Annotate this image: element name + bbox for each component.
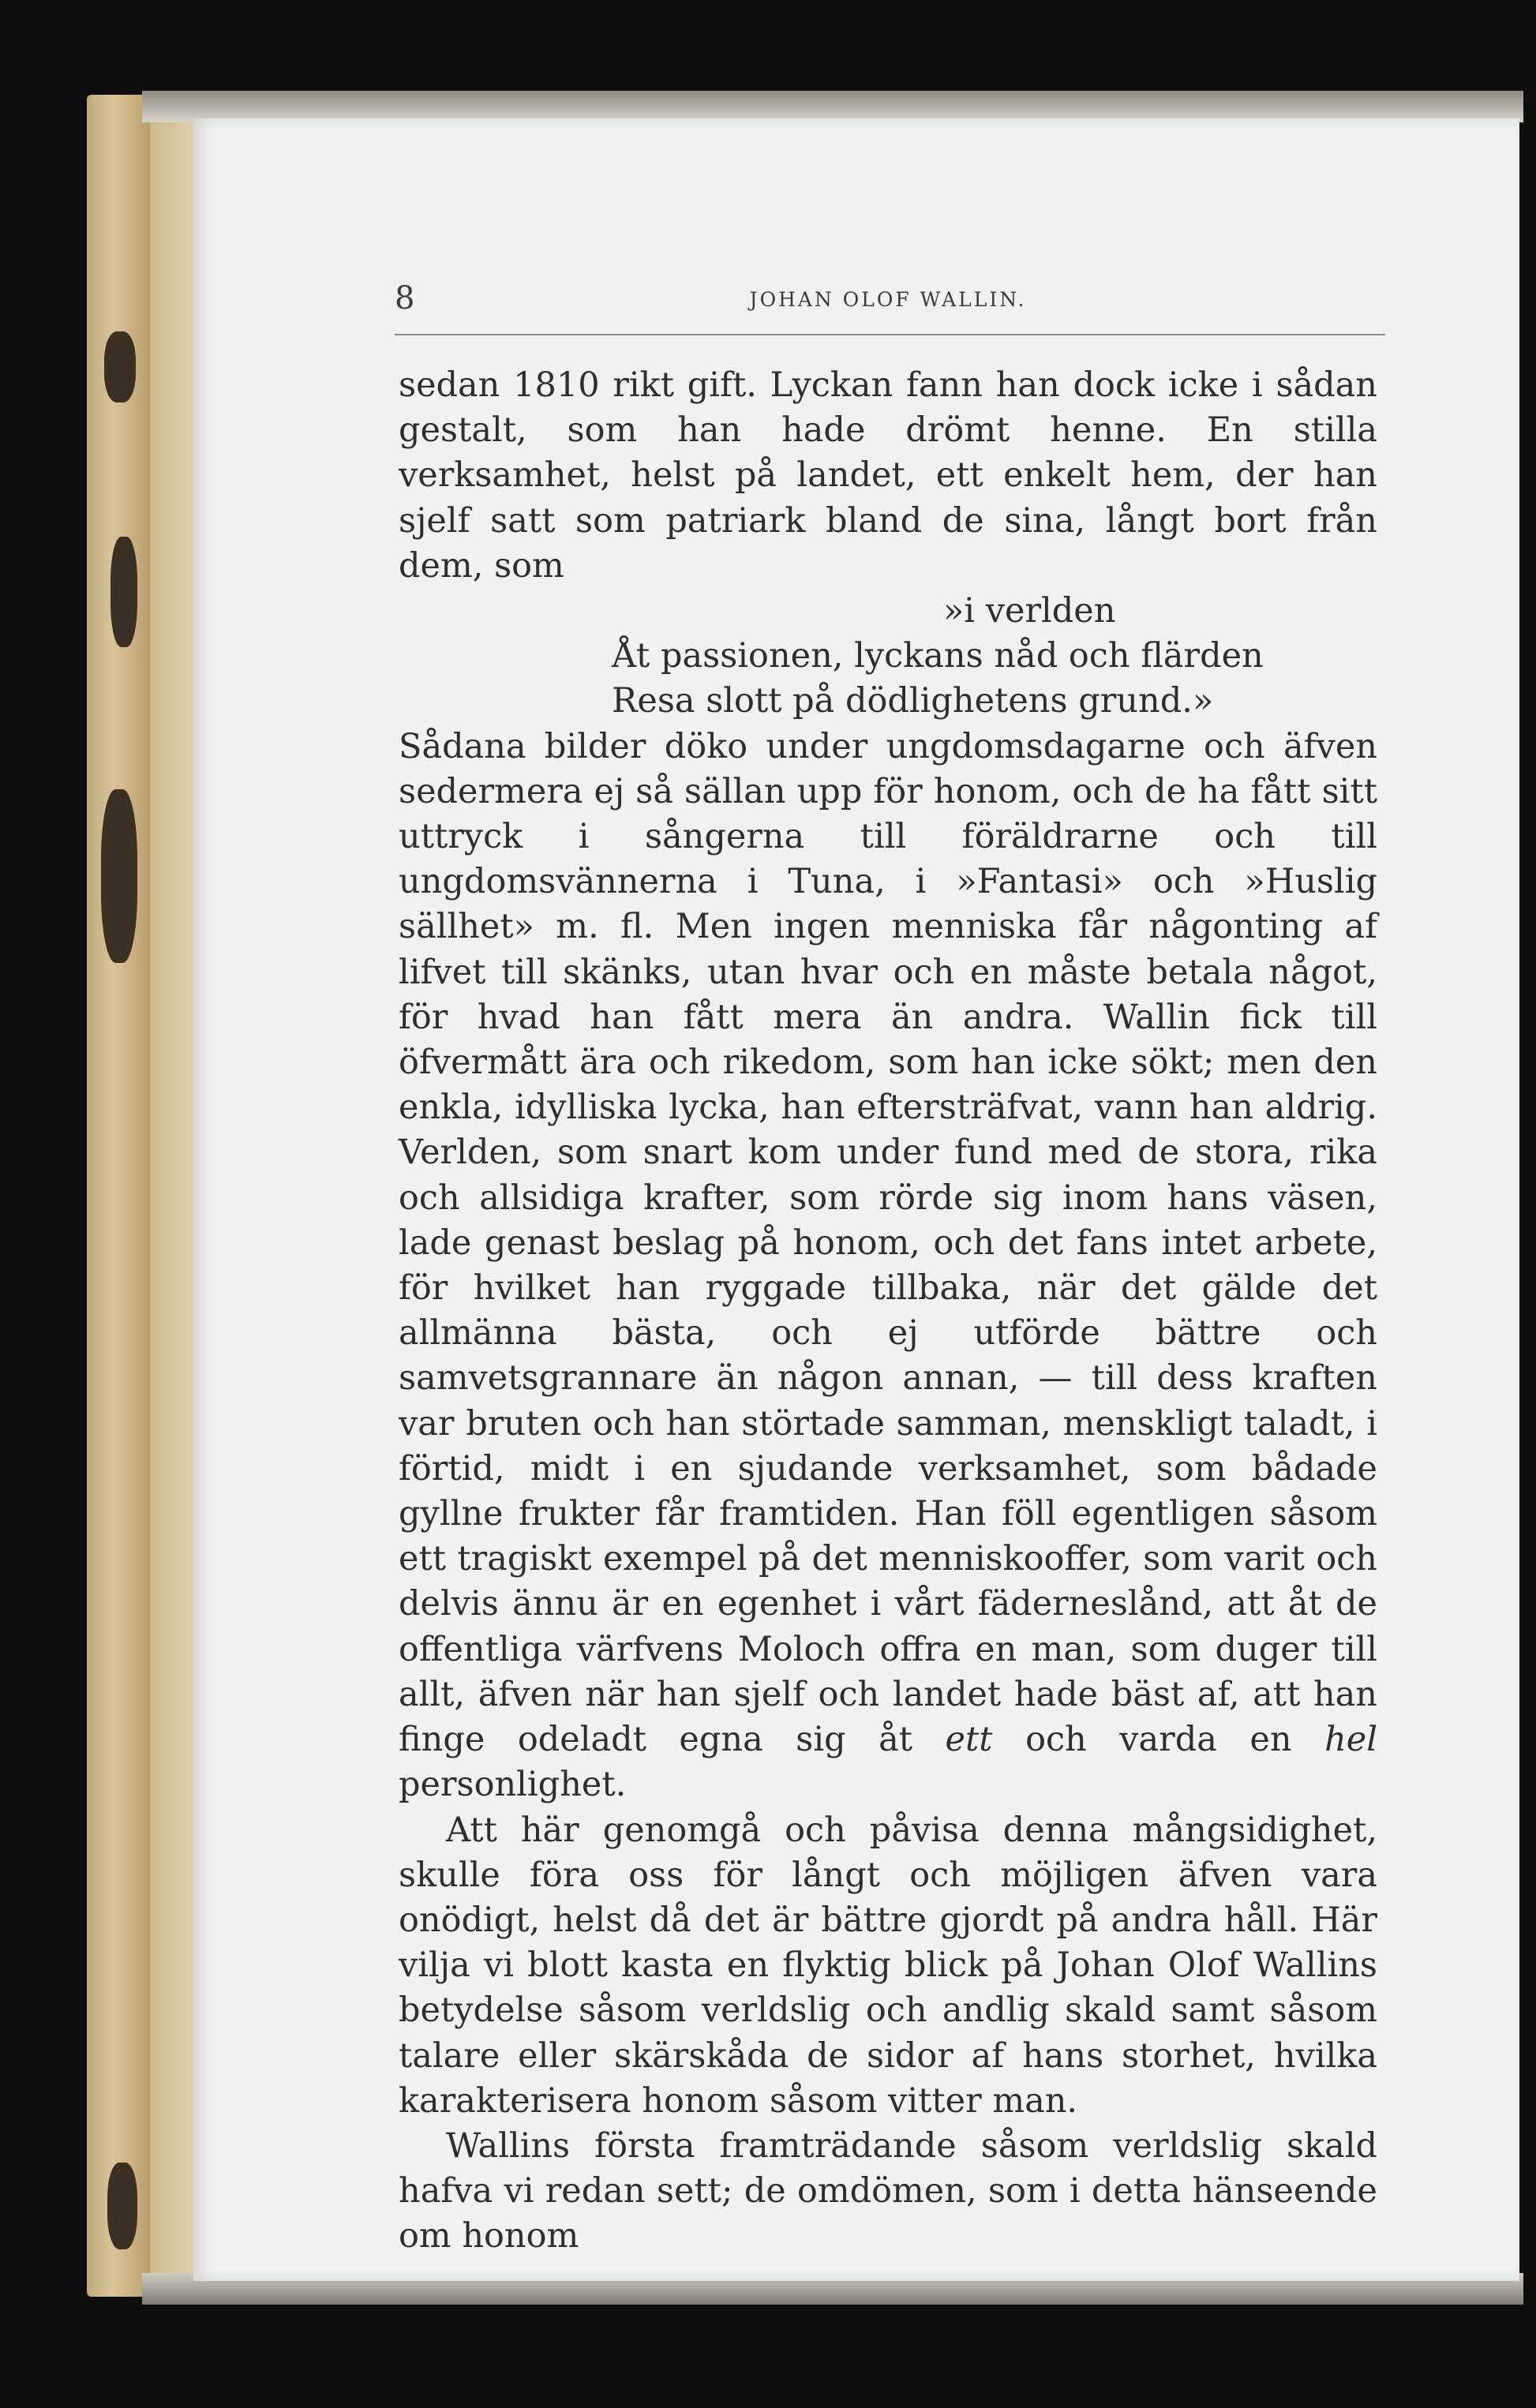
verse-line: Resa slott på dödlighetens grund.»	[612, 681, 1214, 721]
running-head: JOHAN OLOF WALLIN.	[749, 288, 1027, 311]
paragraph: Wallins första framträdande såsom verldslig skald hafva vi redan sett; de omdömen, som i detta hänseende om honom	[399, 2125, 1377, 2256]
page-header	[395, 280, 1381, 328]
italic-word: hel	[1324, 1720, 1377, 1760]
paragraph: Att här genomgå och påvisa denna mångsidighet, skulle föra oss för långt och möjligen äfven vara onödigt, helst då det är bättre gjordt på andra håll. Här vilja vi blott kasta en flyktig blick på Johan Olof Wallins betydelse såsom verldslig och andlig skald samt såsom talare eller skärskåda de sidor af hans storhet, hvilka karakterisera honom såsom vitter man.	[399, 1810, 1377, 2121]
header-rule	[395, 334, 1385, 335]
italic-word: ett	[945, 1720, 993, 1760]
paragraph: sedan 1810 rikt gift. Lyckan fann han dock icke i sådan gestalt, som han hade drömt henne. En stilla verksamhet, helst på landet, ett enkelt hem, der han sjelf satt som patriark bland de sina, långt bort från dem, som	[399, 365, 1377, 586]
body-text	[399, 363, 1377, 2260]
page-number: 8	[395, 280, 415, 316]
paragraph-text: personlighet.	[399, 1765, 627, 1805]
book-board-edge	[87, 95, 150, 2297]
paragraph	[399, 725, 1377, 1808]
verse-line: Åt passionen, lyckans nåd och flärden	[612, 636, 1264, 676]
paragraph-text: och varda en	[992, 1720, 1325, 1760]
book-board-strip	[150, 118, 197, 2289]
top-edge-strip	[142, 91, 1523, 122]
verse-intro: »i verlden	[943, 591, 1116, 631]
paragraph-text: Sådana bilder döko under ungdomsdagarne och äfven sedermera ej så sällan upp för honom, och de ha fått sitt uttryck i sångerna till föräldrarne och till ungdomsvännerna i Tuna, i »Fantasi» och »Huslig sällhet» m. fl. Men ingen menniska får någonting af lifvet till skänks, utan hvar och en måste betala något, för hvad han fått mera än andra. Wallin fick till öfvermått ära och rikedom, som han icke sökt; men den enkla, idylliska lycka, han eftersträfvat, vann han aldrig. Verlden, som snart kom under fund med de stora, rika och allsidiga krafter, som rörde sig inom hans väsen, lade genast beslag på honom, och det fans intet arbete, för hvilket han ryggade tillbaka, när det gälde det allmänna bästa, och ej utförde bättre och samvetsgrannare än någon annan, — till dess kraften var bruten och han störtade samman, menskligt taladt, i förtid, midt i en sjudande verksamhet, som bådade gyllne frukter får framtiden. Han föll egentligen såsom ett tragiskt exempel på det menniskooffer, som varit och delvis ännu är en egenhet i vårt fäderneslånd, att åt de offentliga värfvens Moloch offra en man, som duger till allt, äfven när han sjelf och landet hade bäst af, att han finge odeladt egna sig åt	[399, 726, 1377, 1760]
